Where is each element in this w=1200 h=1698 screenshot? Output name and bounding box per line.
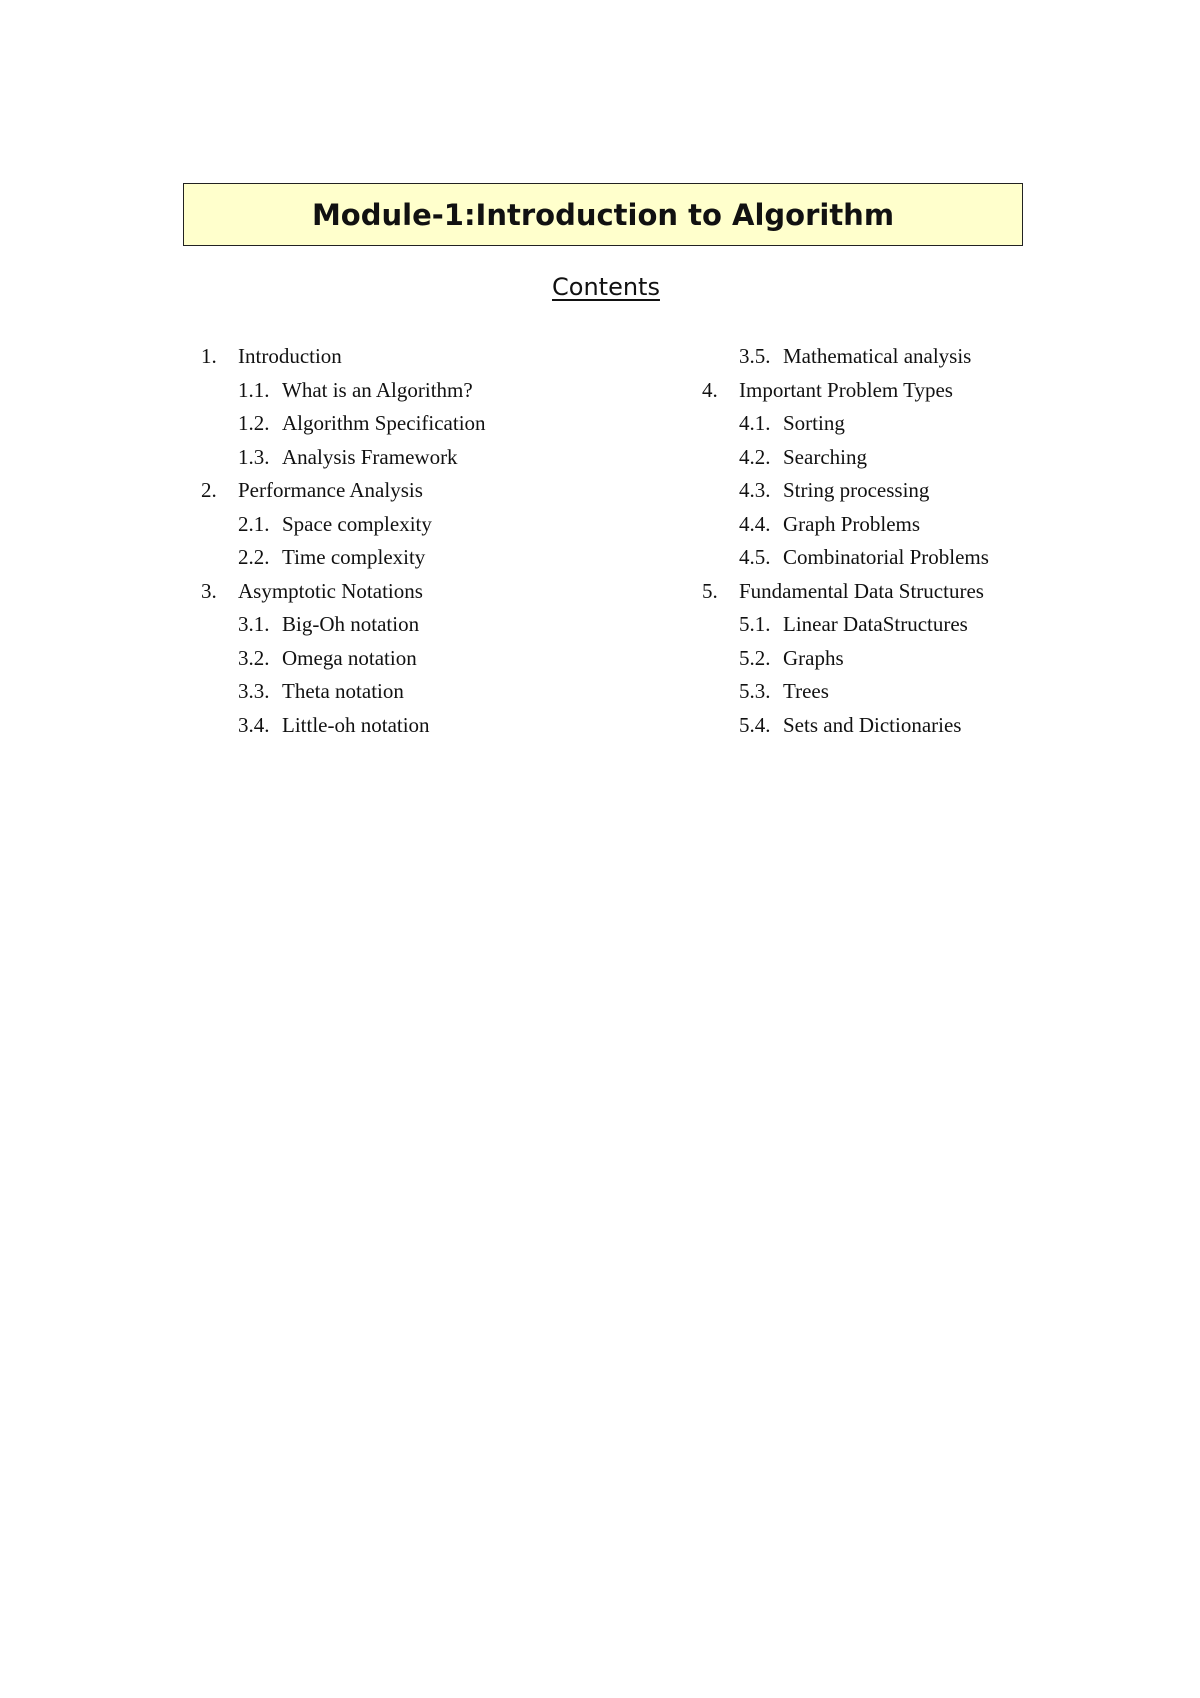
toc-subsection — [702, 608, 989, 642]
toc-section — [201, 340, 486, 374]
toc-number: 5.3. — [739, 679, 771, 703]
toc-subsection — [201, 508, 486, 542]
toc-entry-text: Performance Analysis — [238, 478, 423, 502]
toc-subsection — [702, 407, 989, 441]
toc-subsection — [702, 642, 989, 676]
toc-section — [702, 575, 989, 609]
toc-entry-text: Time complexity — [282, 545, 426, 569]
contents-heading: Contents — [552, 273, 660, 301]
toc-entry-text: Omega notation — [282, 645, 417, 670]
toc-entry-text: Mathematical analysis — [783, 344, 972, 368]
toc-subsection — [702, 340, 989, 374]
toc-subsection — [702, 675, 989, 709]
toc-section — [201, 575, 486, 609]
toc-number: 4.4. — [739, 511, 771, 536]
toc-number: 1.3. — [238, 444, 270, 469]
toc-number: 2.1. — [238, 511, 270, 536]
toc-number: 4. — [702, 377, 718, 402]
toc-subsection — [702, 508, 989, 542]
module-title: Module-1:Introduction to Algorithm — [311, 197, 895, 232]
toc-number: 4.5. — [739, 545, 771, 569]
toc-number: 4.2. — [739, 444, 771, 469]
toc-number: 1. — [201, 344, 217, 368]
toc-entry-text: Analysis Framework — [282, 444, 458, 469]
toc-entry-text: Algorithm Specification — [282, 411, 486, 435]
toc-entry-text: Big-Oh notation — [282, 612, 420, 636]
toc-number: 5. — [702, 578, 718, 603]
toc-entry-text: Graphs — [783, 645, 844, 670]
toc-number: 3.4. — [238, 712, 270, 737]
toc-subsection — [201, 608, 486, 642]
toc-entry-text: Combinatorial Problems — [783, 545, 989, 569]
toc-entry-text: Important Problem Types — [739, 377, 953, 402]
toc-number: 4.1. — [739, 411, 771, 435]
toc-entry-text: Theta notation — [282, 679, 404, 703]
toc-number: 3.5. — [739, 344, 771, 368]
toc-number: 5.4. — [739, 712, 771, 737]
toc-number: 3.3. — [238, 679, 270, 703]
toc-subsection — [201, 675, 486, 709]
toc-entry-text: Sets and Dictionaries — [783, 712, 962, 737]
toc-subsection — [201, 642, 486, 676]
toc-entry-text: Space complexity — [282, 511, 432, 536]
toc-subsection — [201, 709, 486, 743]
toc-number: 3. — [201, 578, 217, 603]
toc-entry-text: Searching — [783, 444, 867, 469]
toc-entry-text: What is an Algorithm? — [282, 377, 473, 402]
toc-subsection — [702, 474, 989, 508]
toc-subsection — [201, 374, 486, 408]
toc-number: 1.2. — [238, 411, 270, 435]
toc-number: 4.3. — [739, 478, 771, 502]
toc-number: 5.2. — [739, 645, 771, 670]
toc-subsection — [201, 541, 486, 575]
toc-entry-text: Introduction — [238, 344, 342, 368]
toc-entry-text: String processing — [783, 478, 930, 502]
toc-entry-text: Trees — [783, 679, 829, 703]
toc-subsection — [702, 441, 989, 475]
toc-number: 5.1. — [739, 612, 771, 636]
toc-section — [702, 374, 989, 408]
toc-subsection — [702, 541, 989, 575]
toc-right-column — [702, 340, 989, 742]
toc-number: 2.2. — [238, 545, 270, 569]
toc-subsection — [201, 407, 486, 441]
toc-entry-text: Little-oh notation — [282, 712, 430, 737]
toc-entry-text: Linear DataStructures — [783, 612, 968, 636]
toc-entry-text: Asymptotic Notations — [238, 578, 423, 603]
toc-subsection — [702, 709, 989, 743]
module-title-box — [183, 183, 1023, 246]
toc-entry-text: Sorting — [783, 411, 845, 435]
toc-entry-text: Graph Problems — [783, 511, 921, 536]
toc-number: 3.2. — [238, 645, 270, 670]
toc-number: 2. — [201, 478, 217, 502]
toc-number: 1.1. — [238, 377, 270, 402]
toc-entry-text: Fundamental Data Structures — [739, 578, 984, 603]
toc-section — [201, 474, 486, 508]
toc-left-column — [201, 340, 486, 742]
toc-subsection — [201, 441, 486, 475]
toc-number: 3.1. — [238, 612, 270, 636]
